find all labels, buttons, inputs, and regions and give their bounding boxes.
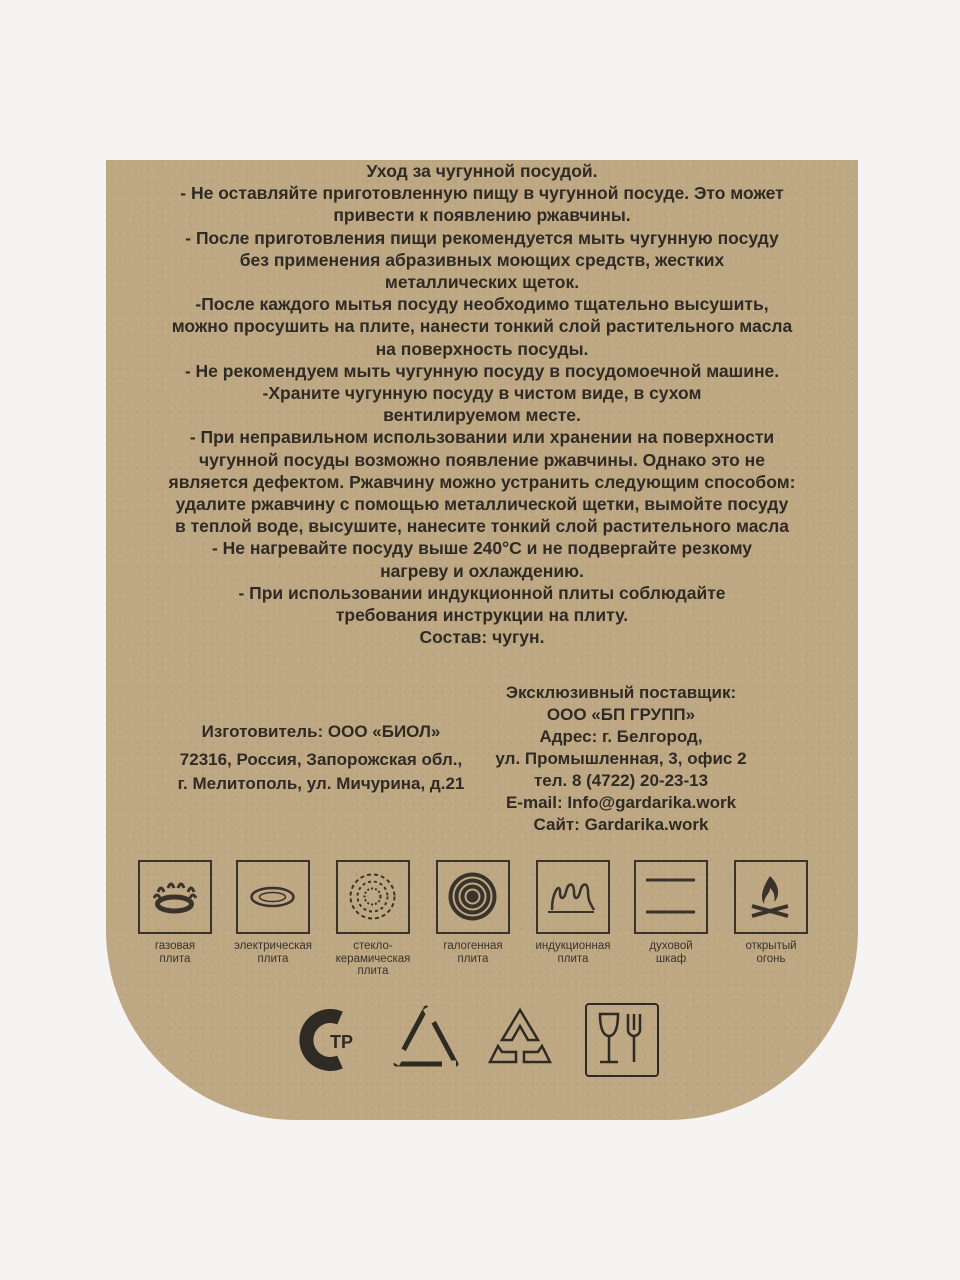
care-line: на поверхность посуды. [375,338,589,359]
care-line: привести к появлению ржавчины. [333,205,631,226]
care-line: -Храните чугунную посуду в чистом виде, в сухом [262,383,702,404]
supplier-site: Сайт: Gardarika.work [533,815,709,834]
food-safe-icon [582,1000,662,1085]
stove-caption: галогенная плита [443,940,503,965]
manufacturer-title: Изготовитель: ООО «БИОЛ» [201,722,441,741]
supplier-phone: тел. 8 (4722) 20-23-13 [533,771,709,790]
care-line: в теплой воде, высушите, нанесите тонкий слой растительного масла [174,516,790,537]
care-instructions [106,160,858,648]
stove-item [332,860,414,978]
electric-stove-icon [236,860,310,934]
care-line: - После приготовления пищи рекомендуется мыть чугунную посуду [185,227,779,248]
care-line: -После каждого мытья посуду необходимо тщательно высушить, [195,294,769,315]
recycling-triangle-icon [386,1000,466,1085]
supplier-email: E-mail: Info@gardarika.work [505,793,737,812]
care-line: Состав: чугун. [419,627,545,648]
manufacturer-address: г. Мелитополь, ул. Мичурина, д.21 [177,774,465,793]
care-line: требования инструкции на плиту. [335,605,629,626]
care-line: Уход за чугунной посудой. [366,161,598,181]
care-line: - При неправильном использовании или хранении на поверхности [189,427,775,448]
induction-stove-icon [536,860,610,934]
stove-item [134,860,216,965]
care-line: - Не оставляйте приготовленную пищу в чугунной посуде. Это может [180,183,784,204]
care-line: металлических щеток. [384,272,580,293]
manufacturer-address: 72316, Россия, Запорожская обл., [179,750,463,769]
stove-caption: электрическая плита [233,940,312,965]
glass-ceramic-stove-icon [336,860,410,934]
oven-icon [634,860,708,934]
stove-caption: газовая плита [154,940,196,965]
stove-caption: открытый огонь [745,940,797,965]
care-line: можно просушить на плите, нанести тонкий слой растительного масла [171,316,793,337]
gas-stove-icon [138,860,212,934]
stove-item [532,860,614,965]
care-line: - Не нагревайте посуду выше 240°С и не подвергайте резкому [211,538,753,559]
stove-item [730,860,812,965]
stove-compatibility-icons [106,860,858,990]
stove-item [630,860,712,965]
care-line: вентилируемом месте. [383,405,581,426]
supplier-title: Эксклюзивный поставщик: [505,683,737,702]
care-line: - При использовании индукционной плиты соблюдайте [238,582,726,603]
care-line: является дефектом. Ржавчину можно устранить следующим способом: [168,471,796,492]
recycling-arrows-icon [480,1000,560,1085]
stove-caption: индукционная плита [535,940,611,965]
supplier-company: ООО «БП ГРУПП» [546,705,696,724]
stove-item [432,860,514,965]
care-line: нагреву и охлаждению. [380,560,584,581]
supplier-address: Адрес: г. Белгород, [539,727,703,746]
stove-caption: стекло- керамическая плита [335,940,411,977]
kraft-label [106,160,858,1120]
stove-item [232,860,314,965]
stove-caption: духовой шкаф [649,940,693,965]
care-line: без применения абразивных моющих средств, жестких [239,249,725,270]
care-line: чугунной посуды возможно появление ржавчины. Однако это не [199,449,765,470]
ctr-letters: ТР [330,1032,354,1052]
care-line: удалите ржавчину с помощью металлической щетки, вымойте посуду [175,494,789,515]
supplier-block [406,682,836,836]
supplier-address: ул. Промышленная, 3, офис 2 [495,749,747,768]
certification-marks [286,1000,706,1080]
open-fire-icon [734,860,808,934]
customs-union-mark-icon [290,1000,370,1085]
care-line: - Не рекомендуем мыть чугунную посуду в посудомоечной машине. [184,360,780,381]
halogen-stove-icon [436,860,510,934]
